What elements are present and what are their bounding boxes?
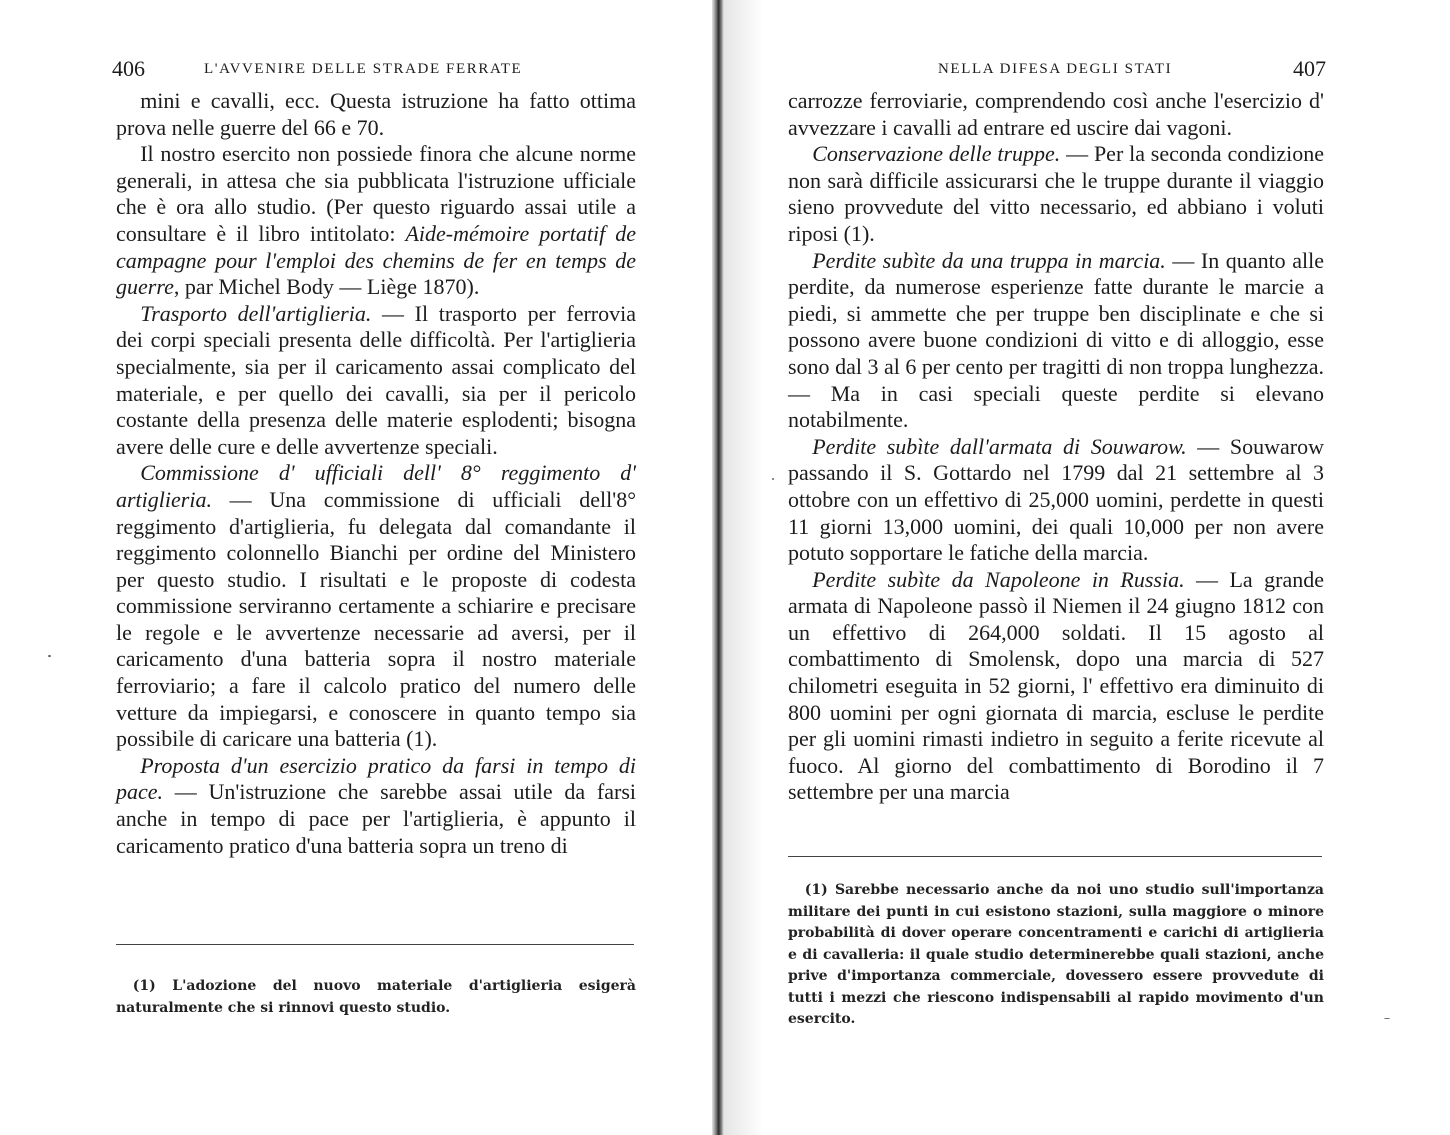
paragraph-text: — Per la seconda condizione non sarà difficile assicurarsi che le truppe durante il viaggio sieno provvedute del vitto necessario, ed abbiano i voluti riposi (1). [788,141,1324,246]
paragraph [788,434,1324,567]
paragraph [788,141,1324,247]
book-gutter [712,0,724,1135]
paragraph [116,753,636,859]
right-running-title: NELLA DIFESA DEGLI STATI [938,61,1173,77]
scan-speck [48,655,51,657]
paragraph [116,460,636,753]
paragraph-heading: Perdite subìte da Napoleone in Russia. [812,566,1185,592]
paragraph-text: — Il trasporto per ferrovia dei corpi speciali presenta delle difficoltà. Per l'artiglieria specialmente, sia per il caricamento assai complicato del materiale, e per quello dei cavalli, sia per il pericolo costante della presenza delle materie esplodenti; bisogna avere delle cure e delle avvertenze speciali. [116,300,637,459]
paragraph-heading: Perdite subìte dall'armata di Souwarow. [812,433,1187,459]
paragraph-text: — Souwarow passando il S. Gottardo nel 1799 dal 21 settembre al 3 ottobre con un effettivo di 25,000 uomini, perdette in questi 11 giorni 13,000 uomini, dei quali 10,000 per non avere potuto sopportare le fatiche della marcia. [788,433,1324,566]
paragraph [788,88,1324,141]
paragraph [788,248,1324,434]
right-page [788,0,1324,1135]
right-running-head [788,58,1324,88]
paragraph-heading: Aide-mémoire portatif de campagne pour l'emploi des chemins de fer en temps de guerre [116,220,636,300]
right-page-number: 407 [1293,56,1326,81]
paragraph-text: mini e cavalli, ecc. Questa istruzione ha fatto ottima prova nelle guerre del 66 e 70. [116,88,636,140]
right-body-text [788,88,1324,806]
paragraph-heading: Trasporto dell'artiglieria. [140,300,372,326]
paragraph-text: carrozze ferroviarie, comprendendo così anche l'esercizio d' avvezzare i cavalli ad entrare ed uscire dai vagoni. [788,88,1324,140]
left-running-head [112,56,636,88]
right-footnote-text: (1) Sarebbe necessario anche da noi uno studio sull'importanza militare dei punti in cui esistono stazioni, sulla maggiore o minore probabilità di dover operare concentramenti e carichi di artiglieria e di cavalleria: il quale studio determinerebbe quali stazioni, anche prive d'importanza commerciale, dovessero essere provvedute di tutti i mezzi che riescono indispensabili al rapido movimento d'un esercito. [788,882,1324,1027]
left-footnote [116,976,636,1019]
right-footnote [788,880,1324,1031]
paragraph-text: — Un'istruzione che sarebbe assai utile da farsi anche in tempo di pace per l'artiglieria, è appunto il caricamento pratico d'una batteria sopra un treno di [116,779,636,858]
paragraph-heading: Proposta d'un esercizio pratico da farsi in tempo di pace. [116,752,636,805]
left-body-text [116,88,636,859]
right-footnote-rule [788,856,1322,857]
left-footnote-rule [116,944,634,945]
paragraph [116,141,636,301]
paragraph [116,88,636,141]
paragraph-text: — Una commissione di ufficiali dell'8° reggimento d'artiglieria, fu delegata dal comandante il reggimento colonnello Bianchi per ordine del Ministero per questo studio. I risultati e le proposte di codesta commissione serviranno certamente a schiarire e precisare le regole e le avvertenze necessarie ad aversi, per il caricamento d'una batteria sopra il nostro materiale ferroviario; a fare il calcolo pratico del numero delle vetture da impiegarsi, e conoscere in quanto tempo sia possibile di caricare una batteria (1). [116,486,636,752]
left-page [112,0,637,1135]
paragraph-text: — La grande armata di Napoleone passò il Niemen il 24 giugno 1812 con un effettivo di 264,000 soldati. Il 15 agosto al combattimento di Smolensk, dopo una marcia di 527 chilometri eseguita in 52 giorni, l' effettivo era diminuito di 800 uomini per ogni giornata di marcia, escluse le perdite per gli uomini rimasti indietro in seguito a ferite ricevute al fuoco. Al giorno del combattimento di Borodino il 7 settembre per una marcia [788,566,1324,805]
paragraph-text: Il nostro esercito non possiede finora che alcune norme generali, in attesa che sia pubblicata l'istruzione ufficiale che è ora allo studio. (Per questo riguardo assai utile a consultare è il libro intitolato: [116,141,636,246]
scan-speck [772,478,774,480]
paragraph-text: — In quanto alle perdite, da numerose esperienze fatte durante le marcie a piedi, si ammette che per truppe ben disciplinate e che si possono avere buone condizioni di vitto e di alloggio, esse sono dal 3 al 6 per cento per tragitti di non troppa lunghezza. — Ma in casi speciali queste perdite si elevano notabilmente. [788,247,1324,433]
gutter-shadow [724,0,764,1135]
paragraph-text: , par Michel Body — Liège 1870). [173,274,480,300]
scan-speck [1384,1018,1390,1019]
paragraph [116,301,636,461]
left-running-title: L'AVVENIRE DELLE STRADE FERRATE [204,61,523,77]
paragraph-heading: Commissione d' ufficiali dell' 8° reggimento d' artiglieria. [116,460,636,512]
left-page-number: 406 [112,56,145,81]
left-footnote-text: (1) L'adozione del nuovo materiale d'artiglieria esigerà naturalmente che si rinnovi questo studio. [116,978,636,1016]
paragraph [788,567,1324,806]
paragraph-heading: Perdite subìte da una truppa in marcia. [812,247,1166,273]
paragraph-heading: Conservazione delle truppe. [812,141,1061,167]
